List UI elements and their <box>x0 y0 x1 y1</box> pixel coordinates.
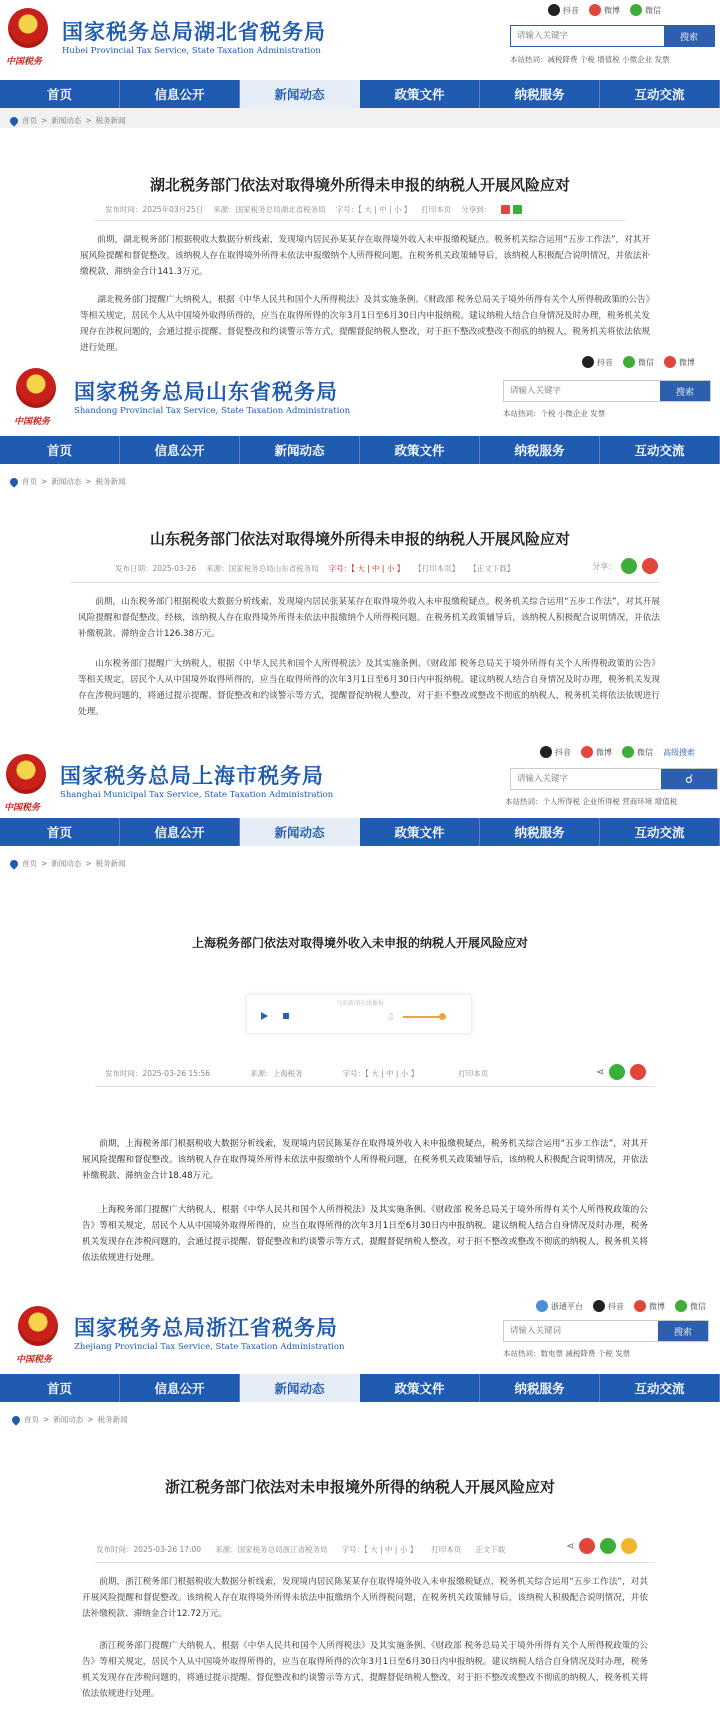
nav-policy[interactable]: 政策文件 <box>360 818 480 846</box>
site-title: 国家税务总局浙江省税务局 <box>74 1316 338 1340</box>
nav-service[interactable]: 纳税服务 <box>480 80 600 108</box>
source: 来源：国家税务总局浙江省税务局 <box>215 1545 328 1554</box>
share-weibo-icon[interactable] <box>630 1064 646 1080</box>
crumb-home[interactable]: 首页 <box>22 477 37 486</box>
article-meta <box>105 204 522 215</box>
share-qzone-icon[interactable] <box>621 1538 637 1554</box>
weibo-icon <box>634 1300 646 1312</box>
stop-icon[interactable] <box>283 1013 289 1019</box>
article-paragraph: 前期，湖北税务部门根据税收大数据分析线索，发现境内居民孙某某存在取得境外收入未申报缴税疑点。税务机关综合运用“五步工作法”，对其开展风险提醒和督促整改。该纳税人存在取得境外所得未依法申报缴纳个人所得税问题。在税务机关政策辅导后，该纳税人积极配合说明情况，并依法补缴税款、滞纳金合计141.3万元。 <box>80 235 650 277</box>
site-title: 国家税务总局山东省税务局 <box>74 380 338 404</box>
main-nav <box>0 1374 720 1402</box>
font-size-selector[interactable]: 字号：【 大 | 中 | 小 】 <box>342 1069 419 1078</box>
article-title: 浙江税务部门依法对未申报境外所得的纳税人开展风险应对 <box>164 1478 555 1496</box>
douyin-link[interactable]: 抖音 <box>540 746 571 758</box>
main-nav <box>0 436 720 464</box>
douyin-icon <box>582 356 594 368</box>
crumb-tax-news[interactable]: 税务新闻 <box>95 859 126 868</box>
article-title: 湖北税务部门依法对取得境外所得未申报的纳税人开展风险应对 <box>149 176 570 194</box>
site-title: 国家税务总局上海市税务局 <box>60 764 324 788</box>
article-title: 上海税务部门依法对取得境外收入未申报的纳税人开展风险应对 <box>191 936 528 950</box>
share-weibo-icon[interactable] <box>501 205 510 214</box>
source: 来源：上海税务 <box>250 1069 303 1078</box>
hot-words: 本站热词：个税 小微企业 发票 <box>503 409 606 418</box>
crumb-home[interactable]: 首页 <box>22 116 37 125</box>
article-meta <box>115 563 514 574</box>
crumb-news[interactable]: 新闻动态 <box>51 859 82 868</box>
source: 来源：国家税务总局湖北省税务局 <box>213 205 326 214</box>
shanghai-page <box>0 746 720 1286</box>
nav-policy[interactable]: 政策文件 <box>360 80 480 108</box>
share-bar <box>566 1538 637 1554</box>
hot-words: 本站热词：个人所得税 企业所得税 营商环境 增值税 <box>505 797 678 806</box>
douyin-link[interactable]: 抖音 <box>548 4 579 16</box>
play-icon[interactable] <box>261 1012 268 1020</box>
china-tax-mark: 中国税务 <box>14 417 51 427</box>
site-subtitle: Zhejiang Provincial Tax Service, State Taxation Administration <box>74 1342 345 1352</box>
crumb-news[interactable]: 新闻动态 <box>51 116 82 125</box>
site-subtitle: Shandong Provincial Tax Service, State Taxation Administration <box>74 406 351 416</box>
social-links <box>536 1300 706 1312</box>
douyin-icon <box>593 1300 605 1312</box>
hot-words: 本站热词：减税降费 个税 增值税 小微企业 发票 <box>510 55 670 64</box>
article-paragraph: 山东税务部门提醒广大纳税人，根据《中华人民共和国个人所得税法》及其实施条例、《财政部 税务总局关于境外所得有关个人所得税政策的公告》等相关规定，居民个人从中国境外取得所得的，应当在取得所得的次年3月1日至6月30日内申报纳税。建议纳税人结合自身情况及时办理，税务机关发现存在涉税问题的，将通过提示提醒、督促整改和约谈警示等方式，提醒督促纳税人整改，对于拒不整改或整改不彻底的纳税人，税务机关将依法依规进行处理。 <box>78 659 660 717</box>
zhejiang-page <box>0 1286 720 1718</box>
nav-info[interactable]: 信息公开 <box>120 80 240 108</box>
china-tax-mark: 中国税务 <box>16 1355 53 1365</box>
progress-track[interactable] <box>403 1016 443 1018</box>
share-wechat-icon[interactable] <box>621 558 637 574</box>
douyin-link[interactable]: 抖音 <box>582 356 613 368</box>
main-nav <box>0 80 720 108</box>
breadcrumb: 首页 > 新闻动态 > 税务新闻 <box>10 858 126 869</box>
crumb-news[interactable]: 新闻动态 <box>51 477 82 486</box>
font-size-selector[interactable]: 字号：【 大 | 中 | 小 】 <box>341 1545 418 1554</box>
nav-info[interactable]: 信息公开 <box>120 818 240 846</box>
tax-emblem-icon <box>6 754 46 794</box>
share-label: 分享到： <box>461 205 492 214</box>
nav-info[interactable]: 信息公开 <box>120 1374 240 1402</box>
weibo-link[interactable]: 微博 <box>581 746 612 758</box>
nav-info[interactable]: 信息公开 <box>120 436 240 464</box>
article-meta <box>96 1544 505 1555</box>
hot-word-links[interactable]: 减税降费 个税 增值税 小微企业 发票 <box>547 55 670 64</box>
weibo-icon <box>589 4 601 16</box>
share-weibo-icon[interactable] <box>642 558 658 574</box>
print-link[interactable]: 打印本页 <box>431 1545 462 1554</box>
nav-service[interactable]: 纳税服务 <box>480 818 600 846</box>
nav-news[interactable]: 新闻动态 <box>240 436 360 464</box>
share-wechat-icon[interactable] <box>600 1538 616 1554</box>
share-wechat-icon[interactable] <box>609 1064 625 1080</box>
share-bar <box>596 1064 646 1080</box>
wechat-icon <box>675 1300 687 1312</box>
breadcrumb: 首页 > 新闻动态 > 税务新闻 <box>10 115 126 126</box>
crumb-news[interactable]: 新闻动态 <box>53 1415 84 1424</box>
publish-date: 发布时间：2025-03-26 15:56 <box>105 1069 211 1078</box>
publish-date: 发布时间：2025-03-26 17:00 <box>96 1545 202 1554</box>
china-tax-mark: 中国税务 <box>6 57 43 67</box>
nav-interact[interactable]: 互动交流 <box>600 818 720 846</box>
article-meta <box>105 1068 488 1079</box>
player-label: 当前新闻在线播报 <box>335 1000 384 1007</box>
weibo-link[interactable]: 微博 <box>589 4 620 16</box>
weibo-link[interactable]: 微博 <box>664 356 695 368</box>
hot-word-links[interactable]: 数电票 减税降费 个税 发票 <box>540 1349 631 1358</box>
nav-home[interactable]: 首页 <box>0 1374 120 1402</box>
share-icon[interactable]: ⋖ <box>596 1066 605 1078</box>
shandong-page <box>0 356 720 746</box>
hot-words: 本站热词：数电票 减税降费 个税 发票 <box>503 1349 631 1358</box>
crumb-tax-news[interactable]: 税务新闻 <box>97 1415 128 1424</box>
nav-home[interactable]: 首页 <box>0 818 120 846</box>
cloud-icon <box>536 1300 548 1312</box>
search-box <box>510 25 715 47</box>
wechat-link[interactable]: 微信 <box>623 356 654 368</box>
main-nav <box>0 818 720 846</box>
article-paragraph: 前期，山东税务部门根据税收大数据分析线索，发现境内居民张某某存在取得境外收入未申报缴税疑点。税务机关综合运用“五步工作法”，对其开展风险提醒和督促整改。经核，该纳税人存在取得境外所得未依法申报缴纳个人所得税问题。在税务机关政策辅导后，该纳税人积极配合说明情况，并依法补缴税款、滞纳金合计126.38万元。 <box>78 597 660 639</box>
wechat-icon <box>630 4 642 16</box>
nav-news[interactable]: 新闻动态 <box>240 1374 360 1402</box>
location-icon <box>8 115 19 126</box>
tax-emblem-icon <box>18 1306 58 1346</box>
wechat-link[interactable]: 微信 <box>622 746 653 758</box>
crumb-home[interactable]: 首页 <box>24 1415 39 1424</box>
nav-interact[interactable]: 互动交流 <box>600 80 720 108</box>
nav-policy[interactable]: 政策文件 <box>360 1374 480 1402</box>
social-links <box>540 746 695 758</box>
search-input[interactable] <box>504 381 660 401</box>
douyin-icon <box>548 4 560 16</box>
site-subtitle: Shanghai Municipal Tax Service, State Taxation Administration <box>60 790 334 800</box>
publish-date: 发布时间：2025年03月25日 <box>105 205 204 214</box>
share-wechat-icon[interactable] <box>513 205 522 214</box>
article-paragraph: 上海税务部门提醒广大纳税人，根据《中华人民共和国个人所得税法》及其实施条例、《财政部 税务总局关于境外所得有关个人所得税政策的公告》等相关规定，居民个人从中国境外取得所得的，应当在取得所得的次年3月1日至6月30日内申报纳税。建议纳税人结合自身情况及时办理，税务机关发现存在涉税问题的，会通过提示提醒、督促整改和约谈警示等方式，提醒督促纳税人整改，对于拒不整改或整改不彻底的纳税人，税务机关将依法依规进行处理。 <box>82 1205 648 1263</box>
advanced-search-link[interactable]: 高级搜索 <box>663 747 695 757</box>
article-paragraph: 前期，浙江税务部门根据税收大数据分析线索，发现境内居民陈某某存在取得境外收入未申报缴税疑点，税务机关综合运用“五步工作法”，对其开展风险提醒和督促整改。该纳税人存在取得境外所得未依法申报缴纳个人所得税问题，在税务机关政策辅导后，该纳税人积极配合说明情况，并依法补缴税款、滞纳金合计12.72万元。 <box>82 1577 648 1619</box>
print-link[interactable]: 打印本页 <box>458 1069 489 1078</box>
nav-news[interactable]: 新闻动态 <box>240 80 360 108</box>
weibo-icon <box>664 356 676 368</box>
download-link[interactable]: 【正文下载】 <box>469 564 515 573</box>
crumb-tax-news[interactable]: 税务新闻 <box>95 477 126 486</box>
article-paragraph: 浙江税务部门提醒广大纳税人，根据《中华人民共和国个人所得税法》及其实施条例、《财政部 税务总局关于境外所得有关个人所得税政策的公告》等相关规定，居民个人从中国境外取得所得的，应当在取得所得的次年3月1日至6月30日内申报纳税。建议纳税人结合自身情况及时办理，税务机关发现存在涉税问题的，将通过提示提醒、督促整改和约谈警示等方式，提醒督促纳税人整改，对于拒不整改或整改不彻底的纳税人，税务机关将依法依规进行处理。 <box>82 1641 648 1699</box>
douyin-icon <box>540 746 552 758</box>
article-paragraph: 前期，上海税务部门根据税收大数据分析线索，发现境内居民陈某存在取得境外收入未申报缴税疑点，税务机关综合运用“五步工作法”，对其开展风险提醒和督促整改。该纳税人存在取得境外所得未依法申报缴纳个人所得税问题，在税务机关政策辅导后，该纳税人积极配合说明情况，并依法补缴税款、滞纳金合计18.48万元。 <box>82 1139 648 1181</box>
nav-service[interactable]: 纳税服务 <box>480 436 600 464</box>
search-input[interactable] <box>504 1321 658 1341</box>
wechat-icon <box>622 746 634 758</box>
crumb-home[interactable]: 首页 <box>22 859 37 868</box>
nav-home[interactable]: 首页 <box>0 80 120 108</box>
weibo-link[interactable]: 微博 <box>634 1300 665 1312</box>
social-links <box>548 4 661 16</box>
audio-player <box>246 994 472 1034</box>
print-link[interactable]: 打印本页 <box>421 205 452 214</box>
hubei-page <box>0 0 720 360</box>
hot-word-links[interactable]: 个人所得税 企业所得税 营商环境 增值税 <box>542 797 678 806</box>
social-links <box>582 356 695 368</box>
share-weibo-icon[interactable] <box>579 1538 595 1554</box>
search-box <box>503 380 711 402</box>
site-title: 国家税务总局湖北省税务局 <box>62 20 326 44</box>
search-button[interactable]: 搜索 <box>660 381 710 401</box>
search-icon[interactable]: ☌ <box>661 769 717 789</box>
breadcrumb: 首页 > 新闻动态 > 税务新闻 <box>12 1414 128 1425</box>
share-icon[interactable]: ⋖ <box>566 1540 575 1552</box>
nav-service[interactable]: 纳税服务 <box>480 1374 600 1402</box>
font-size-selector[interactable]: 字号：【 大 | 中 | 小 】 <box>335 205 412 214</box>
tax-emblem-icon <box>8 8 48 48</box>
nav-interact[interactable]: 互动交流 <box>600 436 720 464</box>
location-icon <box>8 476 19 487</box>
nav-news[interactable]: 新闻动态 <box>240 818 360 846</box>
hot-word-links[interactable]: 个税 小微企业 发票 <box>540 409 606 418</box>
nav-interact[interactable]: 互动交流 <box>600 1374 720 1402</box>
douyin-link[interactable]: 抖音 <box>593 1300 624 1312</box>
location-icon <box>8 858 19 869</box>
search-button[interactable]: 搜索 <box>658 1321 708 1341</box>
nav-home[interactable]: 首页 <box>0 436 120 464</box>
nav-policy[interactable]: 政策文件 <box>360 436 480 464</box>
location-icon <box>10 1414 21 1425</box>
volume-icon[interactable]: ♫ <box>387 1012 395 1021</box>
wechat-link[interactable]: 微信 <box>630 4 661 16</box>
china-tax-mark: 中国税务 <box>4 803 41 813</box>
search-input[interactable] <box>511 26 664 46</box>
print-link[interactable]: 【打印本页】 <box>414 564 460 573</box>
share-bar: 分享： <box>592 558 658 574</box>
search-button[interactable]: 搜索 <box>664 26 714 46</box>
font-size-selector[interactable]: 字号：【 大 | 中 | 小 】 <box>328 564 405 573</box>
site-subtitle: Hubei Provincial Tax Service, State Taxation Administration <box>62 46 321 56</box>
weibo-icon <box>581 746 593 758</box>
tax-emblem-icon <box>16 368 56 408</box>
article-paragraph: 湖北税务部门提醒广大纳税人，根据《中华人民共和国个人所得税法》及其实施条例、《财政部 税务总局关于境外所得有关个人所得税政策的公告》等相关规定，居民个人从中国境外取得所得的，应当在取得所得的次年3月1日至6月30日内申报纳税。建议纳税人结合自身情况及时办理，税务机关发现存在涉税问题的，会通过提示提醒、督促整改和约谈警示等方式，提醒督促纳税人整改，对于拒不整改或整改不彻底的纳税人，税务机关将依法依规进行处理。 <box>80 295 650 353</box>
breadcrumb: 首页 > 新闻动态 > 税务新闻 <box>10 476 126 487</box>
search-input[interactable] <box>511 769 661 789</box>
wechat-icon <box>623 356 635 368</box>
publish-date: 发布日期：2025-03-26 <box>115 564 197 573</box>
search-box <box>503 1320 709 1342</box>
search-box <box>510 768 718 790</box>
download-link[interactable]: 正文下载 <box>475 1545 506 1554</box>
article-title: 山东税务部门依法对取得境外所得未申报的纳税人开展风险应对 <box>149 530 570 548</box>
crumb-tax-news[interactable]: 税务新闻 <box>95 116 126 125</box>
wechat-link[interactable]: 微信 <box>675 1300 706 1312</box>
source: 来源：国家税务总局山东省税务局 <box>206 564 319 573</box>
progress-handle[interactable] <box>439 1013 446 1020</box>
platform-link[interactable]: 浙通平台 <box>536 1300 583 1312</box>
